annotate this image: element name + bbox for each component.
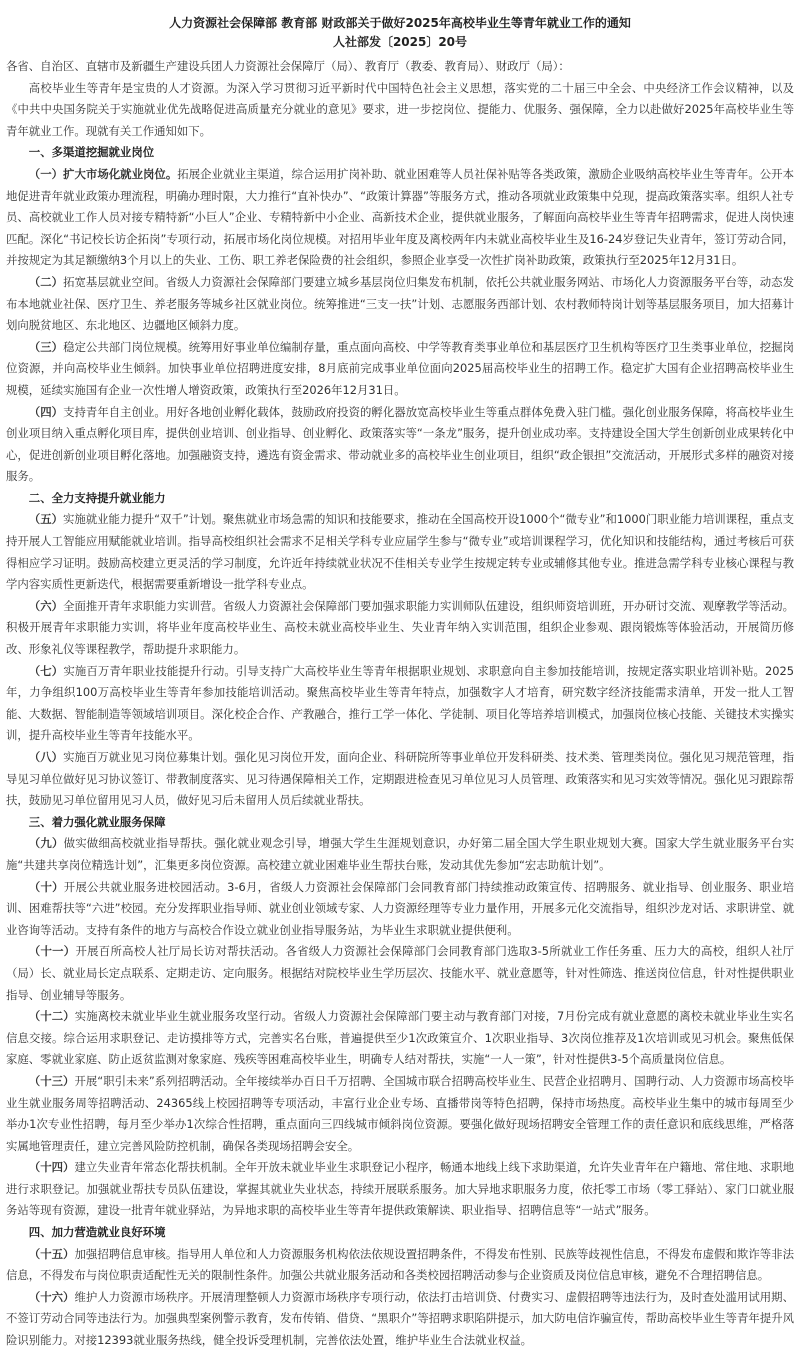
paragraph-number: （五） — [28, 512, 63, 527]
paragraph-number: （八） — [28, 750, 64, 764]
paragraph-text: 实施离校未就业毕业生就业服务攻坚行动。省级人力资源社会保障部门要主动与教育部门对接，7月份完成有就业意愿的离校未就业毕业生实名信息交接。综合运用求职登记、走访摸排等方式，完善实名台账，普遍提供至少1次政策宣介、1次职业指导、3次岗位推荐及1次培训或见习机会。聚焦低保家庭、零就业家庭、防止返贫监测对象家庭、残疾等困难高校毕业生，明确专人结对帮扶，实施“一人一策”，针对性提供3-5个高质量岗位信息。 — [6, 1009, 794, 1067]
paragraph-text: 开展百所高校人社厅局长访对帮扶活动。各省级人力资源社会保障部门会同教育部门选取3-5所就业工作任务重、压力大的高校，组织人社厅（局）长、就业局长定点联系、定期走访、定向服务。根据结对院校毕业生学历层次、技能水平、就业意愿等，针对性筛选、推送岗位信息，针对性提供职业指导、创业辅导等服务。 — [6, 944, 794, 1002]
paragraph-number: （十一） — [28, 944, 76, 959]
numbered-paragraph — [6, 747, 794, 812]
paragraph-number: （六） — [28, 598, 64, 613]
section-heading: 二、全力支持提升就业能力 — [28, 490, 166, 505]
paragraph-number: （十三） — [28, 1073, 75, 1088]
paragraph-number: （十五） — [28, 1246, 75, 1261]
intro-paragraph: 高校毕业生等青年是宝贵的人才资源。为深入学习贯彻习近平新时代中国特色社会主义思想，落实党的二十届三中全会、中央经济工作会议精神，以及《中共中央国务院关于实施就业优先战略促进高质量充分就业的意见》要求，进一步挖岗位、提能力、优服务、强保障，全力以赴做好2025年高校毕业生等青年就业工作。现就有关工作通知如下。 — [6, 80, 794, 138]
paragraph-number: （十二） — [28, 1009, 75, 1024]
paragraph-text: 全面推开青年求职能力实训营。省级人力资源社会保障部门要加强求职能力实训师队伍建设，组织师资培训班，开办研讨交流、观摩教学等活动。积极开展青年求职能力实训，将毕业年度高校毕业生、高校未就业高校毕业生、失业青年纳入实训范围，组织企业参观、跟岗锻炼等体验活动，开展简历修改、形象礼仪等课程教学，帮助提升求职能力。 — [6, 598, 794, 657]
paragraph-text: 拓宽基层就业空间。省级人力资源社会保障部门要建立城乡基层岗位归集发布机制，依托公共就业服务网站、市场化人力资源服务平台等，动态发布本地就业社保、医疗卫生、养老服务等城乡社区就业岗位。统筹推进“三支一扶”计划、志愿服务西部计划、农村教师特岗计划等基层服务项目，加大招募计划向脱贫地区、东北地区、边疆地区倾斜力度。 — [6, 274, 794, 333]
addressee-line: 各省、自治区、直辖市及新疆生产建设兵团人力资源社会保障厅（局）、教育厅（教委、教育局）、财政厅（局）： — [6, 59, 570, 73]
paragraph-number: （三） — [28, 339, 64, 354]
section-heading: 四、加力营造就业良好环境 — [28, 1225, 166, 1240]
paragraph-number: （十六） — [28, 1289, 75, 1304]
section-heading: 一、多渠道挖掘就业岗位 — [28, 145, 155, 160]
paragraph-text: 稳定公共部门岗位规模。统筹用好事业单位编制存量，重点面向高校、中学等教育类事业单位和基层医疗卫生机构等医疗卫生类事业单位，挖掘岗位资源，并向高校毕业生倾斜。加快事业单位招聘进度安排，8月底前完成事业单位面向2025届高校毕业生的招聘工作。稳定扩大国有企业招聘高校毕业生规模，延续实施国有企业一次性增人增资政策，政策执行至2026年12月31日。 — [6, 339, 794, 397]
numbered-paragraph — [6, 402, 794, 488]
paragraph-text: 建立失业青年常态化帮扶机制。全年开放未就业毕业生求职登记小程序，畅通本地线上线下求助渠道，允许失业青年在户籍地、常住地、求职地进行求职登记。加强就业帮扶专员队伍建设，掌握其就业失业状态，持续开展联系服务。加大异地求职服务力度，依托零工市场（零工驿站）、家门口就业服务站等现有资源，建设一批青年就业驿站，为异地求职的高校毕业生等青年提供政策解读、职业指导、招聘信息等“一站式”服务。 — [6, 1160, 794, 1218]
document-number: 人社部发〔2025〕20号 — [332, 35, 468, 49]
paragraph-number: （九） — [28, 836, 64, 851]
numbered-paragraph — [6, 337, 794, 402]
numbered-paragraph — [6, 1157, 794, 1222]
section-heading: 三、着力强化就业服务保障 — [28, 814, 166, 829]
numbered-paragraph — [6, 596, 794, 661]
paragraph-number: （四） — [28, 404, 64, 419]
numbered-paragraph — [6, 1006, 794, 1071]
numbered-paragraph — [6, 164, 794, 272]
numbered-paragraph — [6, 272, 794, 337]
paragraph-number: （一）扩大市场化就业岗位。 — [28, 166, 178, 181]
paragraph-text: 开展公共就业服务进校园活动。3-6月，省级人力资源社会保障部门会同教育部门持续推动政策宣传、招聘服务、就业指导、创业服务、职业培训、困难帮扶等“六进”校园。充分发挥职业指导师、就业创业领域专家、人力资源经理等专业力量作用，开展多元化交流指导，组织沙龙对话、求职讲堂、就业咨询等活动。支持有条件的地方与高校合作设立就业创业指导服务站，为毕业生求职就业提供便利。 — [6, 879, 794, 937]
paragraph-text: 支持青年自主创业。用好各地创业孵化载体，鼓励政府投资的孵化器放宽高校毕业生等重点群体免费入驻门槛。强化创业服务保障，将高校毕业生创业项目纳入重点孵化项目库，提供创业培训、创业指导、创业孵化、政策落实等“一条龙”服务，提升创业成功率。支持建设全国大学生创新创业成果转化中心，促进创新创业项目孵化落地。加强融资支持，遴选有资金需求、带动就业多的高校毕业生创业项目，组织“政企银担”交流活动，开展形式多样的融资对接服务。 — [6, 404, 794, 484]
numbered-paragraph — [6, 1244, 794, 1287]
document-title: 人力资源社会保障部 教育部 财政部关于做好2025年高校毕业生等青年就业工作的通知 — [169, 16, 631, 30]
numbered-paragraph — [6, 941, 794, 1006]
paragraph-text: 做实做细高校就业指导帮扶。强化就业观念引导，增强大学生生涯规划意识，办好第二届全国大学生职业规划大赛。国家大学生就业服务平台实施“共建共享岗位精选计划”，汇集更多岗位资源。高校建立就业困难毕业生帮扶台账，发动其优先参加“宏志助航计划”。 — [6, 836, 794, 872]
numbered-paragraph — [6, 661, 794, 747]
paragraph-text: 实施就业能力提升“双千”计划。聚焦就业市场急需的知识和技能要求，推动在全国高校开设1000个“微专业”和1000门职业能力培训课程，重点支持开展人工智能应用赋能就业培训。指导高校组织社会需求不足相关学科专业应届学生参与“微专业”或培训课程学习，优化知识和技能结构，通过考核后可获得相应学习证明。鼓励高校建立更灵活的学习制度，允许近年持续就业状况不佳相关专业学生按规定转专业或辅修其他专业。推进急需学科专业核心课程与教学内容实质性更新迭代，根据需要重新增设一批学科专业点。 — [6, 512, 794, 592]
paragraph-number: （二） — [28, 274, 64, 289]
paragraph-text: 实施百万就业见习岗位募集计划。强化见习岗位开发，面向企业、科研院所等事业单位开发科研类、技术类、管理类岗位。强化见习规范管理，指导见习单位做好见习协议签订、带教制度落实、见习待遇保障相关工作，定期跟进检查见习单位见习人员管理、政策落实和见习实效等情况。强化见习跟踪帮扶，鼓励见习单位留用见习人员，做好见习后未留用人员后续就业帮扶。 — [6, 750, 794, 808]
numbered-paragraph — [6, 509, 794, 595]
document-body — [6, 142, 794, 1351]
numbered-paragraph — [6, 877, 794, 942]
paragraph-text: 加强招聘信息审核。指导用人单位和人力资源服务机构依法依规设置招聘条件，不得发布性别、民族等歧视性信息，不得发布虚假和欺诈等非法信息，不得发布与岗位职责适配性无关的限制性条件。加强公共就业服务活动和各类校园招聘活动参与企业资质及岗位信息审核，避免不合理招聘信息。 — [6, 1246, 794, 1283]
numbered-paragraph — [6, 833, 794, 876]
paragraph-text: 维护人力资源市场秩序。开展清理整顿人力资源市场秩序专项行动，依法打击培训贷、付费实习、虚假招聘等违法行为，及时查处滥用试用期、不签订劳动合同等违法行为。加强典型案例警示教育，发布传销、借贷、“黑职介”等招聘求职陷阱提示，加大防电信诈骗宣传，帮助高校毕业生等青年提升风险识别能力。对接12393就业服务热线，健全投诉受理机制，完善依法处置，维护毕业生合法就业权益。 — [6, 1289, 794, 1348]
paragraph-text: 开展“职引未来”系列招聘活动。全年接续举办百日千万招聘、全国城市联合招聘高校毕业生、民营企业招聘月、国聘行动、人力资源市场高校毕业生就业服务周等招聘活动、24365线上校园招聘等专项活动，丰富行业企业专场、直播带岗等特色招聘，保持市场热度。高校毕业生集中的城市每周至少举办1次专业性招聘，每月至少举办1次综合性招聘，重点面向三四线城市倾斜岗位资源。要强化做好现场招聘安全管理工作的责任意识和底线思维，严格落实属地管理责任，建立完善风险防控机制，确保各类现场招聘会安全。 — [6, 1073, 794, 1153]
paragraph-number: （十） — [28, 879, 64, 894]
numbered-paragraph — [6, 1071, 794, 1157]
numbered-paragraph — [6, 1287, 794, 1352]
paragraph-number: （七） — [28, 663, 64, 678]
paragraph-text: 实施百万青年职业技能提升行动。引导支持广大高校毕业生等青年根据职业规划、求职意向自主参加技能培训，按规定落实职业培训补贴。2025年，力争组织100万高校毕业生等青年参加技能培训活动。聚焦高校毕业生等青年特点，加强数字人才培育，研究数字经济技能需求清单，开发一批人工智能、大数据、智能制造等领域培训项目。深化校企合作、产教融合，推行工学一体化、学徒制、项目化等培养培训模式，加强岗位核心技能、关键技术实操实训，提升高校毕业生等青年技能水平。 — [6, 663, 794, 743]
paragraph-number: （十四） — [28, 1160, 75, 1175]
paragraph-text: 拓展企业就业主渠道，综合运用扩岗补助、就业困难等人员社保补贴等各类政策，激励企业吸纳高校毕业生等青年。公开本地促进青年就业政策办理流程，明确办理时限，大力推行“直补快办”、“政策计算器”等服务方式，推动各项就业政策集中兑现，提高政策落实率。组织人社专员、高校就业工作人员对接专精特新“小巨人”企业、专精特新中小企业、高新技术企业，提供就业服务，了解面向高校毕业生等青年招聘需求，促进人岗快速匹配。深化“书记校长访企拓岗”专项行动，拓展市场化岗位规模。对招用毕业年度及离校两年内未就业高校毕业生及16-24岁登记失业青年，签订劳动合同，并按规定为其足额缴纳3个月以上的失业、工伤、职工养老保险费的社会组织，参照企业享受一次性扩岗补助政策，政策执行至2025年12月31日。 — [6, 166, 794, 268]
